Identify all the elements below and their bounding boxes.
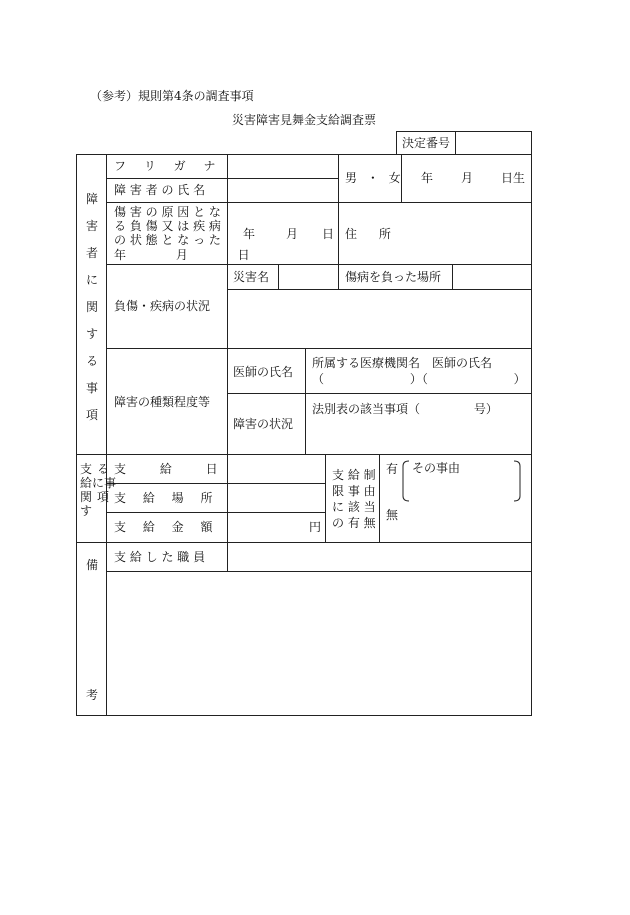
birth-day: 日生	[501, 171, 526, 185]
form-title: 災害障害見舞金支給調査票	[232, 113, 377, 127]
restrict-label-line: の 有 無	[332, 516, 376, 530]
section1-label-char: る	[86, 354, 99, 368]
pay-place-label: 支 給 場 所	[114, 491, 213, 505]
address-field[interactable]	[402, 204, 530, 263]
gender-label[interactable]: 男 ・ 女	[345, 171, 401, 185]
section1-label-char: 関	[86, 300, 99, 314]
cause-label-line: の 状 態 と な っ た	[114, 233, 221, 247]
pay-date-field[interactable]	[229, 456, 324, 482]
reason-bracket-right	[512, 460, 522, 502]
section2-label-line: 支る	[80, 462, 115, 476]
restrict-label-line: に 該 当	[332, 500, 376, 514]
decision-number-field[interactable]	[457, 132, 530, 153]
yen-unit: 円	[309, 520, 322, 534]
restrict-label-line: 限 事 由	[332, 484, 376, 498]
restrict-label-line: 支 給 制	[332, 468, 376, 482]
pay-date-label: 支 給 日	[114, 462, 218, 476]
cause-date-day: 日	[322, 227, 335, 241]
reference-label: （参考）規則第4条の調査事項	[90, 89, 254, 103]
disability-status-label: 障害の状況	[233, 417, 294, 431]
injury-place-field[interactable]	[454, 266, 530, 288]
doctor-paren: （ ）（ ）	[312, 372, 526, 386]
reason-bracket-left	[401, 460, 411, 502]
reason-label: その事由	[412, 461, 461, 475]
staff-label: 支 給 し た 職 員	[114, 550, 206, 564]
pay-place-field[interactable]	[229, 485, 324, 511]
doctor-name-label: 医師の氏名	[233, 365, 294, 379]
cause-label-line: る 負 傷 又 は 疾 病	[114, 219, 221, 233]
restrict-yes-option[interactable]: 有	[386, 462, 399, 476]
cause-date-month: 月	[286, 227, 299, 241]
section1-label-char: 項	[86, 408, 99, 422]
section1-label-char: 事	[86, 381, 99, 395]
remarks-label-bottom: 考	[86, 688, 99, 702]
section1-label-char: 者	[86, 246, 99, 260]
doctor-detail-label: 所属する医療機関名 医師の氏名	[312, 356, 493, 370]
birth-month: 月	[461, 171, 474, 185]
furigana-field[interactable]	[229, 155, 337, 177]
section2-label-line: 関項	[80, 490, 115, 504]
section1-label-char: に	[86, 273, 99, 287]
furigana-label: フ リ ガ ナ	[114, 159, 216, 173]
disaster-name-label: 災害名	[233, 270, 270, 284]
pay-amount-label: 支 給 金 額	[114, 520, 213, 534]
section2-label-line: す	[80, 504, 93, 518]
injury-place-label: 傷病を負った場所	[345, 270, 442, 284]
section2-label-line: 給に事	[80, 476, 117, 490]
injury-status-label: 負傷・疾病の状況	[114, 299, 211, 313]
disaster-name-field[interactable]	[280, 266, 337, 288]
injury-status-field[interactable]	[229, 291, 530, 347]
remarks-label-top: 備	[86, 558, 99, 572]
birth-year: 年	[421, 171, 434, 185]
law-item-label: 法別表の該当事項（ 号）	[312, 402, 498, 416]
decision-number-label: 決定番号	[402, 136, 451, 150]
address-label: 住 所	[345, 227, 391, 241]
disability-grade-label: 障害の種類程度等	[114, 395, 211, 409]
section1-label-char: 障	[86, 192, 99, 206]
cause-label-line: 傷 害 の 原 因 と な	[114, 205, 221, 219]
cause-label-line: 年 月 日	[114, 248, 250, 262]
staff-field[interactable]	[229, 544, 530, 570]
cause-date-year: 年	[243, 227, 256, 241]
restrict-no-option[interactable]: 無	[386, 508, 399, 522]
section1-label-char: 害	[86, 219, 99, 233]
name-label: 障 害 者 の 氏 名	[114, 183, 206, 197]
reason-field[interactable]	[412, 476, 510, 500]
name-field[interactable]	[229, 179, 337, 201]
remarks-field[interactable]	[108, 573, 530, 714]
section1-label-char: す	[86, 327, 99, 341]
